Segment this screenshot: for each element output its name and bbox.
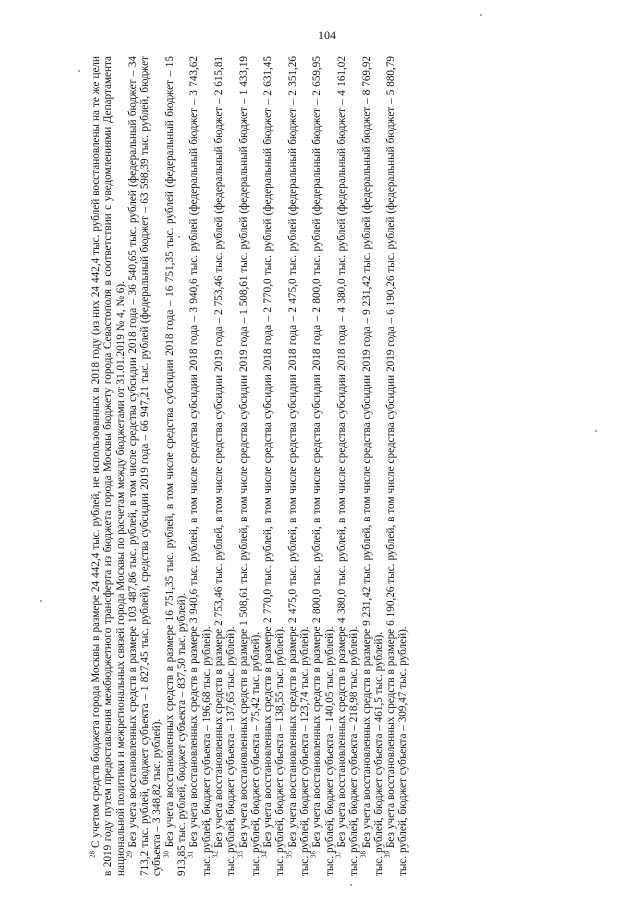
footnote-number: 30 — [162, 851, 171, 858]
footnote-31 — [188, 56, 213, 876]
scan-speck — [480, 14, 482, 16]
footnote-36 — [311, 56, 336, 876]
footnote-text: Без учета восстановленных средств в размере 3 940,6 тыс. рублей, в том числе средства субсидии 2018 года – 3 940,6 тыс. рублей (федеральный бюджет – 3 743,62 тыс. рублей, бюджет субъекта – 196,68 тыс. рублей). — [188, 56, 213, 876]
footnote-number: 31 — [186, 851, 195, 858]
footnote-number: 33 — [235, 851, 244, 858]
page-number: 104 — [318, 28, 336, 42]
scan-speck — [78, 70, 80, 72]
footnote-32 — [213, 56, 238, 876]
footnote-text: Без учета восстановленных средств в размере 1 508,61 тыс. рублей, в том числе средства субсидии 2019 года – 1 508,61 тыс. рублей (федеральный бюджет – 1 433,19 тыс. рублей, бюджет субъекта – 75,42 тыс. рублей). — [237, 55, 262, 876]
footnote-39 — [385, 56, 410, 876]
footnotes-rotated — [90, 56, 560, 876]
footnote-33 — [235, 55, 263, 876]
footnote-number: 34 — [260, 851, 269, 858]
footnote-35 — [287, 56, 312, 876]
footnote-number: 38 — [358, 851, 367, 858]
footnotes-area — [90, 56, 560, 876]
scan-speck — [178, 236, 180, 238]
footnote-number: 28 — [88, 851, 97, 858]
footnote-text: Без учета восстановленных средств в размере 9 231,42 тыс. рублей, в том числе средства субсидии 2019 года – 9 231,42 тыс. рублей (федеральный бюджет – 8 769,92 тыс. рублей, бюджет субъекта – 461,5 тыс. рублей). — [360, 55, 385, 876]
footnote-text: Без учета восстановленных средств в размере 4 380,0 тыс. рублей, в том числе средства субсидии 2018 года – 4 380,0 тыс. рублей (федеральный бюджет – 4 161,02 тыс. рублей, бюджет субъекта – 218,98 тыс. рублей). — [335, 56, 361, 876]
footnote-text: С учетом средств бюджета города Москвы в размере 24 442,4 тыс. рублей, не использованных в 2018 году (из них 24 442,4 тыс. рублей восстановлены на те же цели в 2019 году путем предоставления межбюджетного трансферта из бюджета города Москвы бюджету города Севастополя в соответствии с уведомлениями Департамента национальной политики и межрегиональных связей города Москвы по расчетам между бюджетами от 31.01.2019 № 4, № 6). — [90, 56, 127, 876]
footnote-text: Без учета восстановленных средств в размере 2 800,0 тыс. рублей, в том числе средства субсидии 2018 года – 2 800,0 тыс. рублей (федеральный бюджет – 2 659,95 тыс. рублей, бюджет субъекта – 140,05 тыс. рублей). — [311, 56, 336, 876]
footnote-number: 32 — [211, 851, 220, 858]
scan-speck — [40, 600, 42, 602]
footnote-38 — [358, 55, 386, 876]
scan-speck — [595, 430, 597, 432]
footnote-text: Без учета восстановленных средств в размере 103 487,86 тыс. рублей, в том числе средства субсидии 2018 года – 36 540,65 тыс. рублей (федеральный бюджет – 34 713,2 тыс. рублей, бюджет субъекта – 1 827,45 тыс. рублей), средства субсидии 2019 года – 66 947,21 тыс. рублей (федеральный бюджет – 63 598,39 тыс. рублей, бюджет субъекта – 3 348,82 тыс. рублей). — [126, 55, 164, 876]
footnote-text: Без учета восстановленных средств в размере 16 751,35 тыс. рублей, в том числе средства субсидии 2018 года – 16 751,35 тыс. рублей (федеральный бюджет – 15 913,85 тыс. рублей, бюджет субъекта – 837,50 тыс. рублей). — [163, 56, 189, 876]
footnote-text: Без учета восстановленных средств в размере 2 475,0 тыс. рублей, в том числе средства субсидии 2018 года – 2 475,0 тыс. рублей (федеральный бюджет – 2 351,26 тыс. рублей, бюджет субъекта – 123,74 тыс. рублей). — [286, 56, 312, 876]
footnote-text: Без учета восстановленных средств в размере 2 770,0 тыс. рублей, в том числе средства субсидии 2018 года – 2 770,0 тыс. рублей (федеральный бюджет – 2 631,45 тыс. рублей, бюджет субъекта – 138,55 тыс. рублей). — [262, 56, 287, 876]
footnote-number: 35 — [285, 851, 294, 858]
footnote-number: 29 — [125, 851, 134, 858]
footnote-37 — [336, 56, 361, 876]
scan-speck — [350, 884, 352, 886]
footnote-number: 36 — [309, 851, 318, 858]
footnote-30 — [164, 56, 189, 876]
footnote-34 — [262, 56, 287, 876]
footnote-number: 37 — [334, 851, 343, 858]
footnote-number: 39 — [383, 851, 392, 858]
footnote-28 — [90, 56, 127, 876]
footnote-text: Без учета восстановленных средств в размере 2 753,46 тыс. рублей, в том числе средства субсидии 2019 года – 2 753,46 тыс. рублей (федеральный бюджет – 2 615,81 тыс. рублей, бюджет субъекта – 137,65 тыс. рублей). — [212, 55, 238, 876]
footnote-29 — [127, 56, 164, 876]
footnote-text: Без учета восстановленных средств в размере 6 190,26 тыс. рублей, в том числе средства субсидии 2019 года – 6 190,26 тыс. рублей (федеральный бюджет – 5 880,79 тыс. рублей, бюджет субъекта – 309,47 тыс. рублей). — [385, 55, 410, 876]
